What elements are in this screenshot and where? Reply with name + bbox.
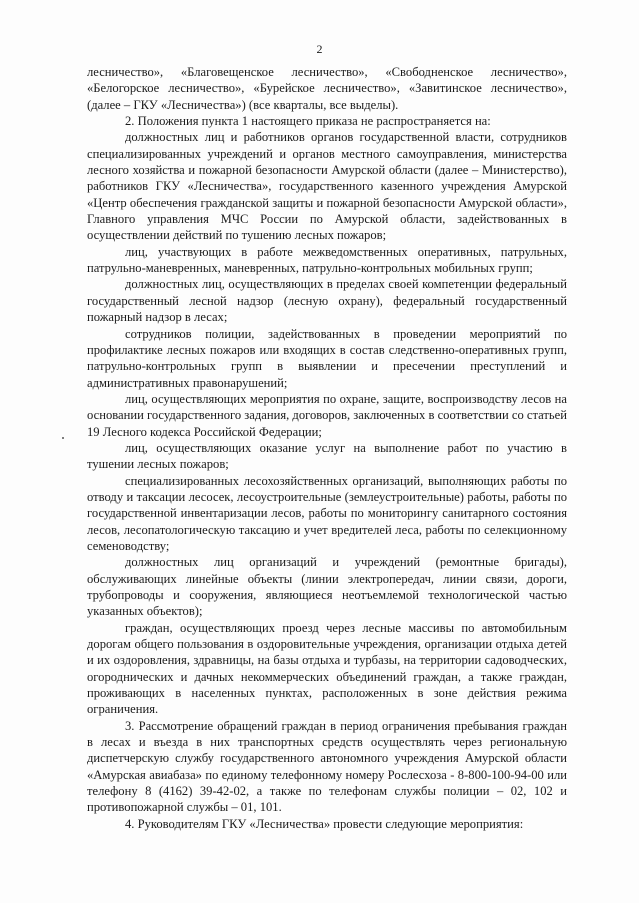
scan-dot bbox=[62, 437, 64, 439]
paragraph-exemption-linear-objects: должностных лиц организаций и учреждений (ремонтные бригады), обслуживающих линейные объекты (линии электропередач, линии связи, дороги, трубопроводы и сооружения, являющиеся неотъемлемой технологической частью указанных объектов); bbox=[87, 555, 567, 619]
page-number: 2 bbox=[316, 42, 323, 56]
paragraph-exemption-firefighting: лиц, осуществляющих оказание услуг на выполнение работ по участию в тушении лесных пожаров; bbox=[87, 440, 567, 472]
paragraph-exemption-groups: лиц, участвующих в работе межведомственных оперативных, патрульных, патрульно-маневренных, маневренных, патрульно-контрольных мобильных групп; bbox=[87, 244, 567, 276]
paragraph-exemption-officials: должностных лиц и работников органов государственной власти, сотрудников специализированных учреждений и органов местного самоуправления, министерства лесного хозяйства и пожарной безопасности Амурской области (далее – Министерство), работников ГКУ «Лесничества», государственного казенного учреждения Амурской «Центр обеспечения гражданской защиты и пожарной безопасности Амурской области», Главного управления МЧС России по Амурской области, задействованных в осуществлении действий по тушению лесных пожаров; bbox=[87, 130, 567, 243]
document-body bbox=[87, 64, 567, 832]
paragraph-exemption-protection: лиц, осуществляющих мероприятия по охране, защите, воспроизводству лесов на основании государственного задания, договоров, заключенных в соответствии со статьей 19 Лесного кодекса Российской Федерации; bbox=[87, 391, 567, 439]
paragraph-continuation: лесничество», «Благовещенское лесничество», «Свободненское лесничество», «Белогорское лесничество», «Бурейское лесничество», «Завитинское лесничество», (далее – ГКУ «Лесничества») (все кварталы, все выделы). bbox=[87, 65, 567, 112]
paragraph-exemption-police: сотрудников полиции, задействованных в проведении мероприятий по профилактике лесных пожаров или входящих в состав следственно-оперативных групп, патрульно-контрольных групп в выявлении и пресечении преступлений и административных правонарушений; bbox=[87, 326, 567, 390]
paragraph-item-4: 4. Руководителям ГКУ «Лесничества» провести следующие мероприятия: bbox=[125, 816, 524, 831]
paragraph-exemption-citizens: граждан, осуществляющих проезд через лесные массивы по автомобильным дорогам общего пользования в оздоровительные учреждения, организации отдыха детей и их оздоровления, здравницы, на базы отдыха и турбазы, на территории садоводческих, огороднических и дачных некоммерческих объединений граждан, а также граждан, проживающих в населенных пунктах, расположенных в зоне действия режима ограничения. bbox=[87, 620, 567, 717]
paragraph-exemption-forestry-orgs: специализированных лесохозяйственных организаций, выполняющих работы по отводу и таксации лесосек, лесоустроительные (землеустроительные) работы, работы по государственной инвентаризации лесов, работы по мониторингу санитарного состояния лесов, лесопатологическую таксацию и учет вредителей леса, работы по селекционному семеноводству; bbox=[87, 473, 567, 553]
paragraph-item-2: 2. Положения пункта 1 настоящего приказа не распространяется на: bbox=[125, 114, 491, 129]
paragraph-exemption-supervision: должностных лиц, осуществляющих в пределах своей компетенции федеральный государственный лесной надзор (лесную охрану), федеральный государственный пожарный надзор в лесах; bbox=[87, 277, 567, 325]
paragraph-item-3: 3. Рассмотрение обращений граждан в период ограничения пребывания граждан в лесах и въезда в них транспортных средств осуществлять через региональную диспетчерскую службу государственного автономного учреждения Амурской области «Амурская авиабаза» по единому телефонному номеру Рослесхоза - 8-800-100-94-00 или телефону 8 (4162) 39-42-02, а также по телефонам службы полиции – 02, 102 и противопожарной службы – 01, 101. bbox=[87, 718, 567, 815]
